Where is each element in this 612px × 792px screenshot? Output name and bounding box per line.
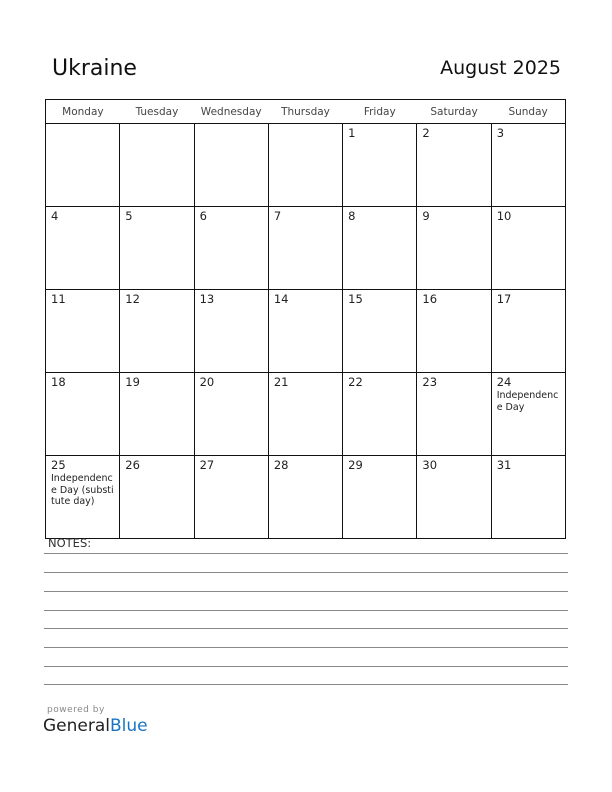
day-number: 14 (273, 292, 289, 306)
day-cell (46, 290, 120, 373)
powered-by-text: powered by (47, 705, 105, 715)
day-cell (194, 207, 268, 290)
day-cell (46, 373, 120, 456)
day-cell (417, 456, 491, 539)
day-cell (491, 456, 565, 539)
generalblue-logo (43, 716, 148, 736)
notes-line[interactable] (44, 591, 568, 592)
day-number: 20 (199, 375, 215, 389)
day-cell (491, 290, 565, 373)
day-cell (343, 290, 417, 373)
notes-line[interactable] (44, 553, 568, 554)
day-number: 27 (199, 458, 215, 472)
day-number: 5 (125, 209, 133, 223)
day-number: 11 (51, 292, 66, 306)
day-cell (417, 373, 491, 456)
day-cell (120, 124, 194, 207)
day-cell (46, 456, 120, 539)
day-cell (343, 373, 417, 456)
weekday-thursday: Thursday (268, 100, 342, 124)
notes-line[interactable] (44, 647, 568, 648)
day-cell (46, 124, 120, 207)
weekday-saturday: Saturday (417, 100, 491, 124)
day-number: 4 (51, 209, 59, 223)
day-cell (343, 456, 417, 539)
day-cell (417, 207, 491, 290)
day-number: 24 (496, 375, 512, 389)
week-row (46, 456, 566, 539)
day-cell (268, 124, 342, 207)
day-cell (268, 290, 342, 373)
weekday-sunday: Sunday (491, 100, 565, 124)
day-number: 21 (273, 375, 289, 389)
day-number: 31 (496, 458, 512, 472)
day-cell (194, 290, 268, 373)
day-cell (268, 456, 342, 539)
week-row (46, 124, 566, 207)
day-number: 22 (348, 375, 363, 389)
day-cell (417, 124, 491, 207)
calendar-grid (45, 99, 566, 539)
day-number: 26 (125, 458, 140, 472)
day-cell (194, 456, 268, 539)
notes-line[interactable] (44, 610, 568, 611)
day-number: 10 (496, 209, 512, 223)
day-number: 16 (422, 292, 438, 306)
brand-blue: Blue (110, 716, 148, 736)
day-cell (194, 124, 268, 207)
notes-line[interactable] (44, 666, 568, 667)
day-cell (343, 207, 417, 290)
day-cell (268, 373, 342, 456)
day-number: 12 (125, 292, 140, 306)
day-number: 19 (125, 375, 140, 389)
day-cell (491, 373, 565, 456)
day-cell (491, 124, 565, 207)
weekday-wednesday: Wednesday (194, 100, 268, 124)
day-cell (120, 456, 194, 539)
day-cell (120, 373, 194, 456)
day-number: 29 (348, 458, 363, 472)
day-number: 3 (496, 126, 505, 140)
day-cell (343, 124, 417, 207)
day-cell (46, 207, 120, 290)
holiday-label: Independence Day (substitute day) (51, 473, 114, 507)
day-number: 1 (348, 126, 356, 140)
notes-line[interactable] (44, 628, 568, 629)
day-number: 23 (422, 375, 438, 389)
day-cell (120, 207, 194, 290)
day-number: 7 (273, 209, 282, 223)
day-number: 2 (422, 126, 430, 140)
day-cell (417, 290, 491, 373)
notes-label: NOTES: (48, 536, 92, 550)
week-row (46, 207, 566, 290)
holiday-label: Independence Day (496, 390, 559, 413)
day-cell (194, 373, 268, 456)
day-number: 30 (422, 458, 438, 472)
month-year-title: August 2025 (440, 57, 561, 79)
week-row (46, 373, 566, 456)
day-cell (120, 290, 194, 373)
weekday-header-row (46, 100, 566, 124)
week-row (46, 290, 566, 373)
day-number: 28 (273, 458, 289, 472)
brand-general: General (43, 716, 110, 736)
weekday-monday: Monday (46, 100, 120, 124)
day-number: 13 (199, 292, 215, 306)
day-cell (268, 207, 342, 290)
day-number: 8 (348, 209, 356, 223)
notes-line[interactable] (44, 684, 568, 685)
day-number: 6 (199, 209, 207, 223)
day-number: 17 (496, 292, 512, 306)
day-number: 25 (51, 458, 66, 472)
day-number: 9 (422, 209, 430, 223)
country-title: Ukraine (52, 56, 137, 81)
notes-line[interactable] (44, 572, 568, 573)
weekday-friday: Friday (343, 100, 417, 124)
weekday-tuesday: Tuesday (120, 100, 194, 124)
day-cell (491, 207, 565, 290)
day-number: 18 (51, 375, 66, 389)
day-number: 15 (348, 292, 363, 306)
